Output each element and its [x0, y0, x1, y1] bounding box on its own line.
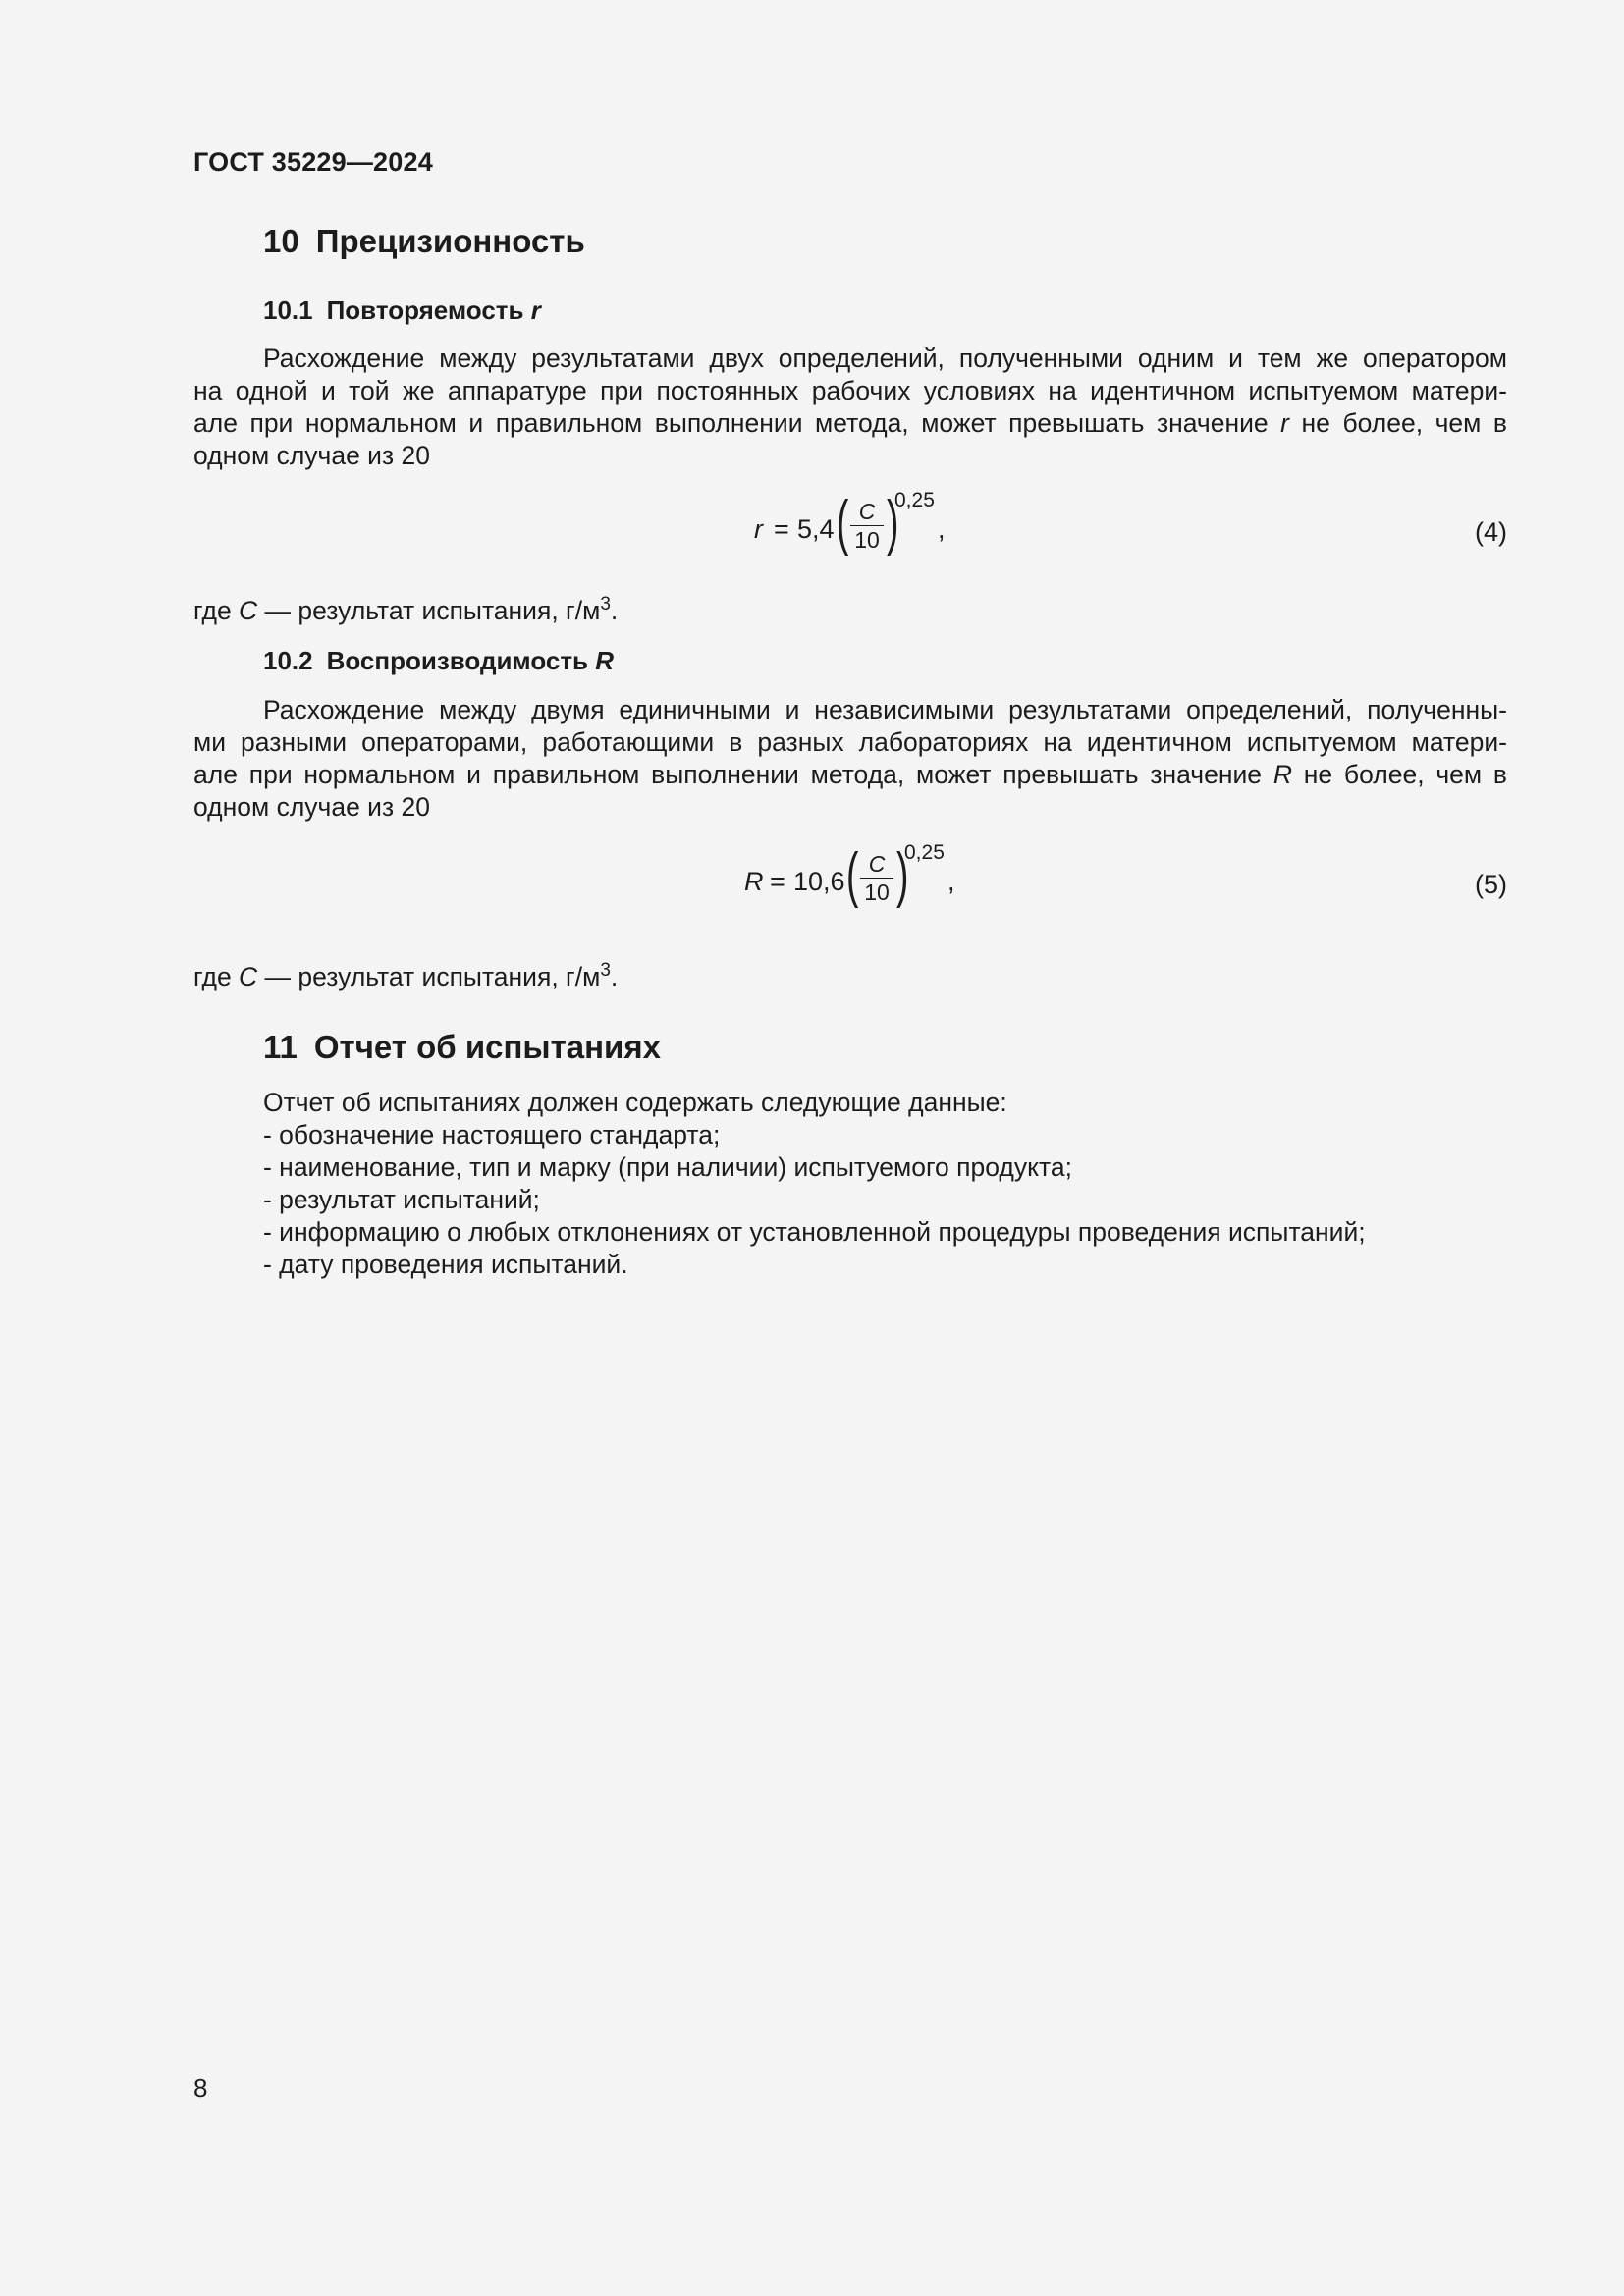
paragraph-10-2 — [193, 694, 1507, 824]
paragraph-line: але при нормальном и правильном выполнении метода, может превышать значение r не более, чем в — [193, 408, 1507, 438]
paragraph-10-1 — [193, 343, 1507, 472]
section-number: 10 — [263, 223, 299, 259]
section-number: 11 — [263, 1029, 298, 1065]
left-paren: ( — [837, 489, 849, 557]
formula-fraction: C 10 — [860, 850, 893, 906]
formula-4 — [754, 489, 970, 567]
subsection-symbol: R — [595, 646, 615, 675]
paragraph-line: одном случае из 20 — [193, 441, 430, 470]
equation-number-4: (4) — [1475, 517, 1507, 547]
report-contents-list — [263, 1087, 1366, 1281]
list-item: - результат испытаний; — [263, 1185, 540, 1214]
list-item: - информацию о любых отклонениях от установленной процедуры проведения испытаний; — [263, 1217, 1366, 1247]
right-paren: ) — [887, 489, 899, 557]
formula-coefficient: 10,6 — [793, 867, 845, 896]
document-code: ГОСТ 35229—2024 — [193, 147, 433, 177]
subsection-10-1-heading — [263, 295, 541, 326]
section-title: Прецизионность — [315, 223, 585, 259]
formula-equals: = — [770, 867, 785, 896]
list-item: - обозначение настоящего стандарта; — [263, 1120, 721, 1149]
subsection-10-2-heading — [263, 646, 614, 676]
paragraph-line: на одной и той же аппаратуре при постоянных рабочих условиях на идентичном испытуемом матери- — [193, 376, 1507, 405]
subsection-symbol: r — [530, 295, 541, 325]
section-10-heading — [263, 223, 585, 260]
formula-coefficient: 5,4 — [797, 514, 835, 544]
paragraph-line: Расхождение между результатами двух определений, полученными одним и тем же оператором — [263, 344, 1507, 373]
subsection-title: Воспроизводимость — [326, 646, 589, 675]
left-paren: ( — [846, 841, 859, 909]
where-clause-10-1: где C — результат испытания, $г/м^3$. — [193, 594, 619, 625]
list-item: - наименование, тип и марку (при наличии) испытуемого продукта; — [263, 1152, 1072, 1182]
list-item: - дату проведения испытаний. — [263, 1250, 628, 1279]
paragraph-line: Расхождение между двумя единичными и независимыми результатами определений, полученны- — [263, 695, 1507, 724]
formula-equals: = — [774, 514, 789, 544]
subsection-title: Повторяемость — [326, 295, 524, 325]
formula-exponent: 0,25 — [904, 841, 945, 864]
section-title: Отчет об испытаниях — [313, 1029, 661, 1065]
formula-exponent: 0,25 — [894, 489, 935, 511]
where-clause-10-2: где C — результат испытания, $г/м^3$. — [193, 960, 619, 991]
paragraph-line: але при нормальном и правильном выполнении метода, может превышать значение R не более, чем в — [193, 760, 1507, 789]
list-intro: Отчет об испытаниях должен содержать следующие данные: — [263, 1088, 1007, 1117]
formula-lhs: R — [744, 867, 764, 896]
subsection-number: 10.2 — [263, 646, 313, 675]
formula-5 — [744, 841, 980, 920]
formula-lhs: r — [754, 514, 763, 544]
paragraph-line: ми разными операторами, работающими в разных лабораториях на идентичном испытуемом матери- — [193, 727, 1507, 757]
page-number: 8 — [193, 2073, 208, 2103]
section-11-heading — [263, 1029, 661, 1066]
paragraph-line: одном случае из 20 — [193, 792, 430, 822]
formula-comma: , — [947, 867, 955, 896]
formula-fraction: C 10 — [850, 498, 884, 554]
right-paren: ) — [896, 841, 909, 909]
subsection-number: 10.1 — [263, 295, 313, 325]
equation-number-5: (5) — [1475, 870, 1507, 899]
formula-comma: , — [938, 514, 946, 544]
